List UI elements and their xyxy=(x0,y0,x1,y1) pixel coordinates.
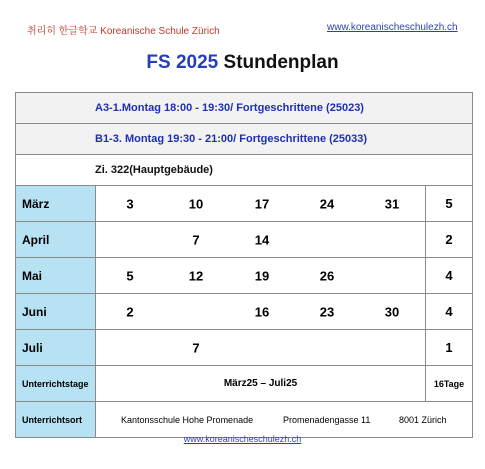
schedule-table xyxy=(15,92,473,438)
school-name: Kantonsschule Hohe Promenade xyxy=(121,414,254,425)
month-count: 4 xyxy=(426,294,473,330)
day-cell: 12 xyxy=(188,268,204,283)
month-label: Juli xyxy=(16,330,96,366)
month-days xyxy=(96,294,426,330)
day-cell: 7 xyxy=(192,340,200,355)
title-semester: FS 2025 xyxy=(146,52,219,73)
class-info-a3: A3-1.Montag 18:00 - 19:30/ Fortgeschrittene (25023) xyxy=(16,93,473,124)
website-link-footer[interactable]: www.koreanischeschulezh.ch xyxy=(183,434,302,444)
month-label: März xyxy=(16,186,96,222)
city-address: 8001 Zürich xyxy=(399,414,447,425)
day-cell: 16 xyxy=(254,304,270,319)
month-days xyxy=(96,186,426,222)
month-label: Mai xyxy=(16,258,96,294)
day-cell: 10 xyxy=(188,196,204,211)
street-address: Promenadengasse 11 xyxy=(283,414,371,425)
class-info-b1: B1-3. Montag 19:30 - 21:00/ Fortgeschrittene (25033) xyxy=(16,124,473,155)
title-main: Stundenplan xyxy=(223,52,339,73)
page-title xyxy=(0,52,485,74)
month-days xyxy=(96,330,426,366)
unterrichtsort-address xyxy=(96,402,473,438)
unterrichtsort-row xyxy=(16,402,473,438)
day-cell: 2 xyxy=(126,304,134,319)
month-row xyxy=(16,258,473,294)
unterrichtstage-total: 16Tage xyxy=(426,366,473,402)
day-cell: 19 xyxy=(254,268,270,283)
month-days xyxy=(96,258,426,294)
month-row xyxy=(16,222,473,258)
school-name-header: 취리히 한글학교 Koreanische Schule Zürich xyxy=(27,26,220,37)
day-cell: 14 xyxy=(254,232,270,247)
month-count: 2 xyxy=(426,222,473,258)
room-info: Zi. 322(Hauptgebäude) xyxy=(16,155,473,186)
day-cell: 24 xyxy=(319,196,335,211)
month-count: 5 xyxy=(426,186,473,222)
day-cell: 5 xyxy=(126,268,134,283)
day-cell: 7 xyxy=(192,232,200,247)
month-count: 4 xyxy=(426,258,473,294)
unterrichtstage-range: März25 – Juli25 xyxy=(96,366,426,402)
day-cell: 23 xyxy=(319,304,335,319)
day-cell: 3 xyxy=(126,196,134,211)
month-label: Juni xyxy=(16,294,96,330)
day-cell: 30 xyxy=(384,304,400,319)
unterrichtstage-row xyxy=(16,366,473,402)
month-days xyxy=(96,222,426,258)
month-row xyxy=(16,330,473,366)
month-row xyxy=(16,186,473,222)
day-cell: 17 xyxy=(254,196,270,211)
unterrichtstage-label: Unterrichtstage xyxy=(16,366,96,402)
website-link-header[interactable]: www.koreanischeschulezh.ch xyxy=(327,22,458,33)
month-label: April xyxy=(16,222,96,258)
day-cell: 31 xyxy=(384,196,400,211)
day-cell: 26 xyxy=(319,268,335,283)
unterrichtsort-label: Unterrichtsort xyxy=(16,402,96,438)
month-row xyxy=(16,294,473,330)
month-count: 1 xyxy=(426,330,473,366)
